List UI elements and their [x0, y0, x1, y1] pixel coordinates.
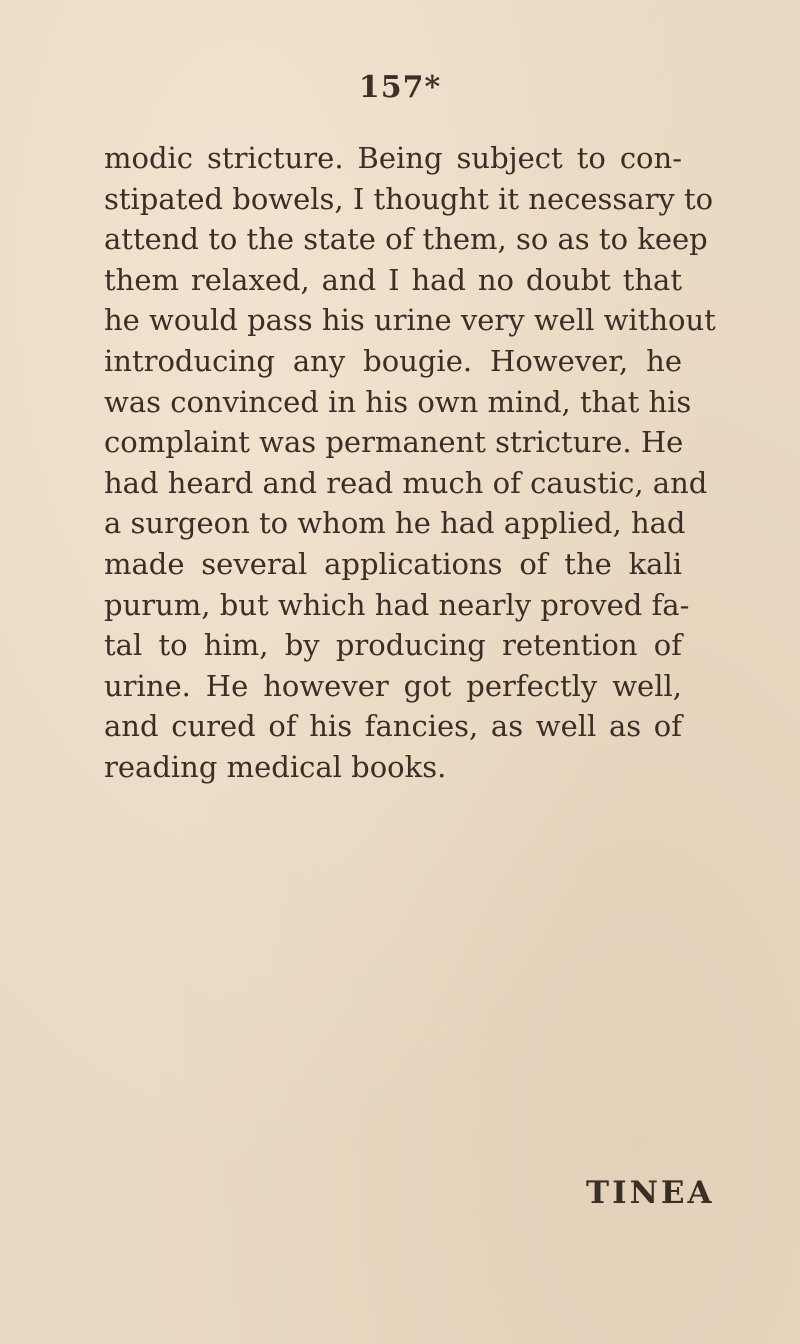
text-line: urine. He however got perfectly well, [104, 668, 682, 703]
text-line: he would pass his urine very well without [104, 303, 716, 338]
text-line: complaint was permanent stricture. He [104, 425, 684, 460]
text-line: a surgeon to whom he had applied, had [104, 506, 686, 541]
text-line: stipated bowels, I thought it necessary to [104, 181, 714, 216]
text-line: reading medical books. [104, 749, 447, 784]
text-line: purum, but which had nearly proved fa- [104, 587, 690, 622]
body-paragraph [104, 138, 716, 788]
page-number: 157* [358, 70, 442, 105]
text-line: had heard and read much of caustic, and [104, 465, 708, 500]
text-line: modic stricture. Being subject to con- [104, 141, 682, 175]
text-line: was convinced in his own mind, that his [104, 384, 692, 419]
text-line: made several applications of the kali [104, 546, 682, 581]
text-line: attend to the state of them, so as to keep [104, 222, 708, 257]
text-line: and cured of his fancies, as well as of [104, 709, 682, 744]
text-line: introducing any bougie. However, he [104, 343, 682, 378]
text-line: them relaxed, and I had no doubt that [104, 262, 682, 297]
text-line: tal to him, by producing retention of [104, 628, 682, 663]
catchword: TINEA [586, 1175, 715, 1211]
